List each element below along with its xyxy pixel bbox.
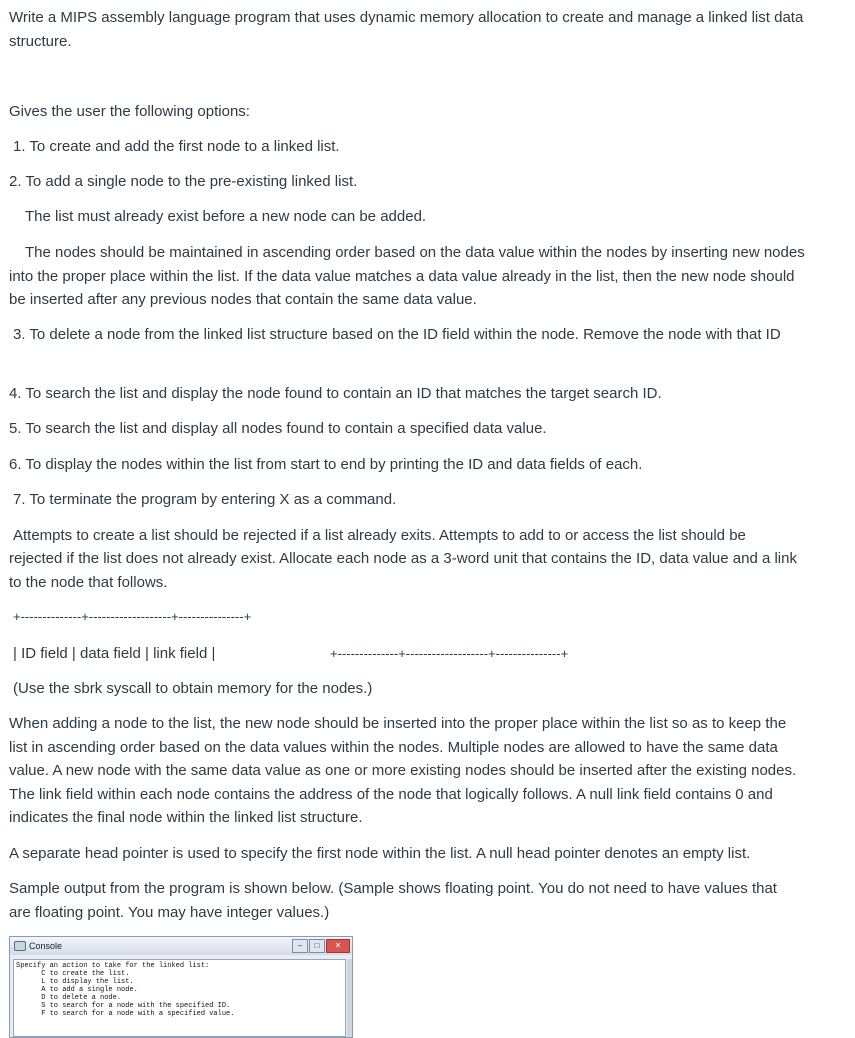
- attempts-line-2: rejected if the list does not already exist. Allocate each node as a 3-word unit that contains the ID, data value and a link: [9, 550, 797, 567]
- adding-line-5: indicates the final node within the linked list structure.: [9, 809, 363, 826]
- option-6: 6. To display the nodes within the list from start to end by printing the ID and data fields of each.: [9, 456, 643, 473]
- option-2-note-2-line-1: The nodes should be maintained in ascending order based on the data value within the nodes by inserting new nodes: [25, 244, 805, 261]
- node-diagram-fields: | ID field | data field | link field |: [13, 645, 216, 662]
- console-line: S to search for a node with the specified ID.: [16, 1002, 231, 1010]
- console-output: [13, 959, 346, 1037]
- console-line: F to search for a node with a specified value.: [16, 1010, 235, 1018]
- adding-line-3: value. A new node with the same data value as one or more existing nodes should be inserted after the existing nodes.: [9, 762, 797, 779]
- node-diagram-top-border: +--------------+-------------------+---------------+: [13, 609, 252, 624]
- attempts-line-1: Attempts to create a list should be rejected if a list already exits. Attempts to add to or access the list should be: [13, 527, 746, 544]
- sbrk-note: (Use the sbrk syscall to obtain memory for the nodes.): [13, 680, 373, 697]
- adding-line-1: When adding a node to the list, the new node should be inserted into the proper place within the list so as to keep the: [9, 715, 787, 732]
- option-3: 3. To delete a node from the linked list structure based on the ID field within the node. Remove the node with that ID: [13, 326, 781, 343]
- intro-line-2: structure.: [9, 33, 72, 50]
- option-2-note-2-line-3: be inserted after any previous nodes that contain the same data value.: [9, 291, 477, 308]
- attempts-line-3: to the node that follows.: [9, 574, 168, 591]
- console-titlebar[interactable]: [10, 937, 352, 955]
- console-line: C to create the list.: [16, 970, 130, 978]
- console-line: Specify an action to take for the linked list:: [16, 962, 210, 970]
- option-2-note-1: The list must already exist before a new node can be added.: [25, 208, 427, 225]
- option-2: 2. To add a single node to the pre-existing linked list.: [9, 173, 358, 190]
- console-window: [9, 936, 353, 1038]
- node-diagram-bottom-border: +--------------+-------------------+---------------+: [330, 646, 569, 661]
- console-title: Console: [29, 941, 63, 951]
- sample-line-1: Sample output from the program is shown below. (Sample shows floating point. You do not need to have values that: [9, 880, 777, 897]
- console-line: D to delete a node.: [16, 994, 122, 1002]
- options-heading: Gives the user the following options:: [9, 103, 250, 120]
- option-1: 1. To create and add the first node to a linked list.: [13, 138, 340, 155]
- console-line: L to display the list.: [16, 978, 134, 986]
- option-7: 7. To terminate the program by entering X as a command.: [13, 491, 397, 508]
- option-5: 5. To search the list and display all nodes found to contain a specified data value.: [9, 420, 547, 437]
- option-2-note-2-line-2: into the proper place within the list. If the data value matches a data value already in the list, then the new node should: [9, 268, 795, 285]
- sample-line-2: are floating point. You may have integer values.): [9, 904, 330, 921]
- option-4: 4. To search the list and display the node found to contain an ID that matches the target search ID.: [9, 385, 662, 402]
- console-scrollbar[interactable]: [347, 959, 352, 1037]
- console-icon: [14, 941, 26, 951]
- minimize-icon[interactable]: –: [292, 939, 308, 953]
- maximize-icon[interactable]: □: [309, 939, 325, 953]
- adding-line-2: list in ascending order based on the data values within the nodes. Multiple nodes are allowed to have the same data: [9, 739, 778, 756]
- console-line: A to add a single node.: [16, 986, 138, 994]
- adding-line-4: The link field within each node contains the address of the node that logically follows. A null link field contains 0 and: [9, 786, 773, 803]
- close-icon[interactable]: ✕: [326, 939, 350, 953]
- window-controls: [292, 939, 350, 953]
- intro-line-1: Write a MIPS assembly language program that uses dynamic memory allocation to create and manage a linked list data: [9, 9, 804, 26]
- head-pointer-note: A separate head pointer is used to specify the first node within the list. A null head pointer denotes an empty list.: [9, 845, 751, 862]
